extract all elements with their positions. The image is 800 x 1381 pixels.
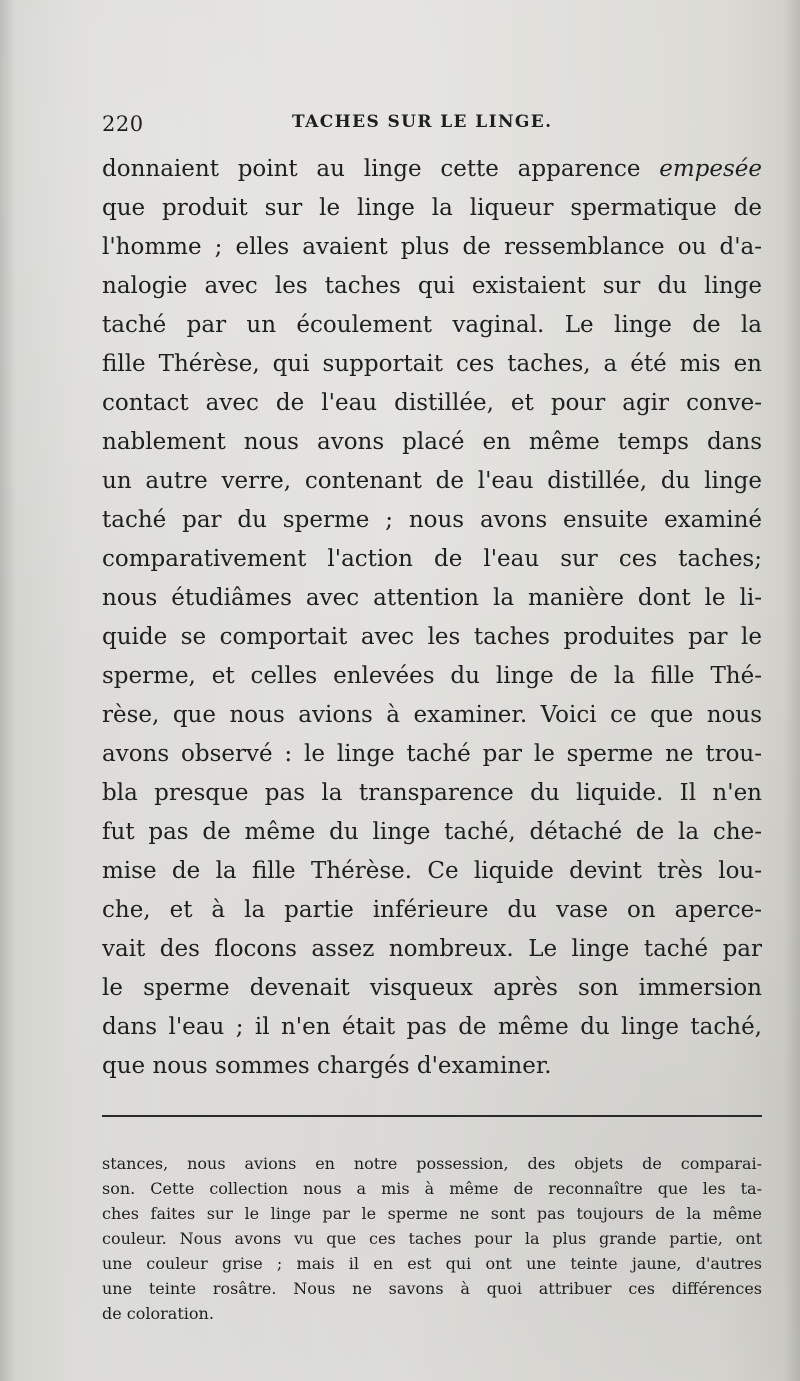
page-number: 220: [102, 112, 144, 136]
body-line: contact avec de l'eau distillée, et pour agir conve-: [102, 390, 762, 416]
body-line: l'homme ; elles avaient plus de ressemblance ou d'a-: [102, 234, 762, 260]
page-header: [102, 112, 762, 144]
body-line: fille Thérèse, qui supportait ces taches, a été mis en: [102, 351, 762, 377]
footnote-line: couleur. Nous avons vu que ces taches pour la plus grande partie, ont: [102, 1229, 762, 1248]
body-line: quide se comportait avec les taches produites par le: [102, 624, 762, 650]
body-line: [102, 150, 762, 189]
body-line: bla presque pas la transparence du liquide. Il n'en: [102, 780, 762, 806]
body-line: avons observé : le linge taché par le sperme ne trou-: [102, 741, 762, 767]
body-line: nablement nous avons placé en même temps dans: [102, 429, 762, 455]
footnote-line: son. Cette collection nous a mis à même de reconnaître que les ta-: [102, 1179, 762, 1198]
footnote-line: stances, nous avions en notre possession, des objets de comparai-: [102, 1154, 762, 1173]
left-page-shadow: [0, 0, 16, 1381]
footnote: [102, 1151, 762, 1326]
body-line: fut pas de même du linge taché, détaché de la che-: [102, 819, 762, 845]
footnote-line: une couleur grise ; mais il en est qui ont une teinte jaune, d'autres: [102, 1254, 762, 1273]
footnote-line: une teinte rosâtre. Nous ne savons à quoi attribuer ces différences: [102, 1279, 762, 1298]
italic-word: empesée: [659, 156, 762, 182]
footnote-line: de coloration.: [102, 1304, 214, 1323]
body-line: dans l'eau ; il n'en était pas de même du linge taché,: [102, 1014, 762, 1040]
body-line: comparativement l'action de l'eau sur ces taches;: [102, 546, 762, 572]
body-line: que produit sur le linge la liqueur spermatique de: [102, 195, 762, 221]
footnote-line: ches faites sur le linge par le sperme ne sont pas toujours de la même: [102, 1204, 762, 1223]
body-line-text: donnaient point au linge cette apparence: [102, 156, 660, 182]
body-line: taché par du sperme ; nous avons ensuite examiné: [102, 507, 762, 533]
body-line: nous étudiâmes avec attention la manière dont le li-: [102, 585, 762, 611]
body-line: le sperme devenait visqueux après son immersion: [102, 975, 762, 1001]
body-line: rèse, que nous avions à examiner. Voici ce que nous: [102, 702, 762, 728]
body-line: vait des flocons assez nombreux. Le linge taché par: [102, 936, 762, 962]
body-line: sperme, et celles enlevées du linge de la fille Thé-: [102, 663, 762, 689]
body-line: un autre verre, contenant de l'eau distillée, du linge: [102, 468, 762, 494]
body-line: que nous sommes chargés d'examiner.: [102, 1053, 552, 1079]
body-line: che, et à la partie inférieure du vase on aperce-: [102, 897, 762, 923]
body-line: mise de la fille Thérèse. Ce liquide devint très lou-: [102, 858, 762, 884]
running-title: TACHES SUR LE LINGE.: [292, 112, 553, 132]
body-line: taché par un écoulement vaginal. Le linge de la: [102, 312, 762, 338]
body-line: nalogie avec les taches qui existaient sur du linge: [102, 273, 762, 299]
footnote-rule: [102, 1115, 762, 1117]
body-text: [102, 150, 762, 1086]
right-page-shadow: [784, 0, 800, 1381]
